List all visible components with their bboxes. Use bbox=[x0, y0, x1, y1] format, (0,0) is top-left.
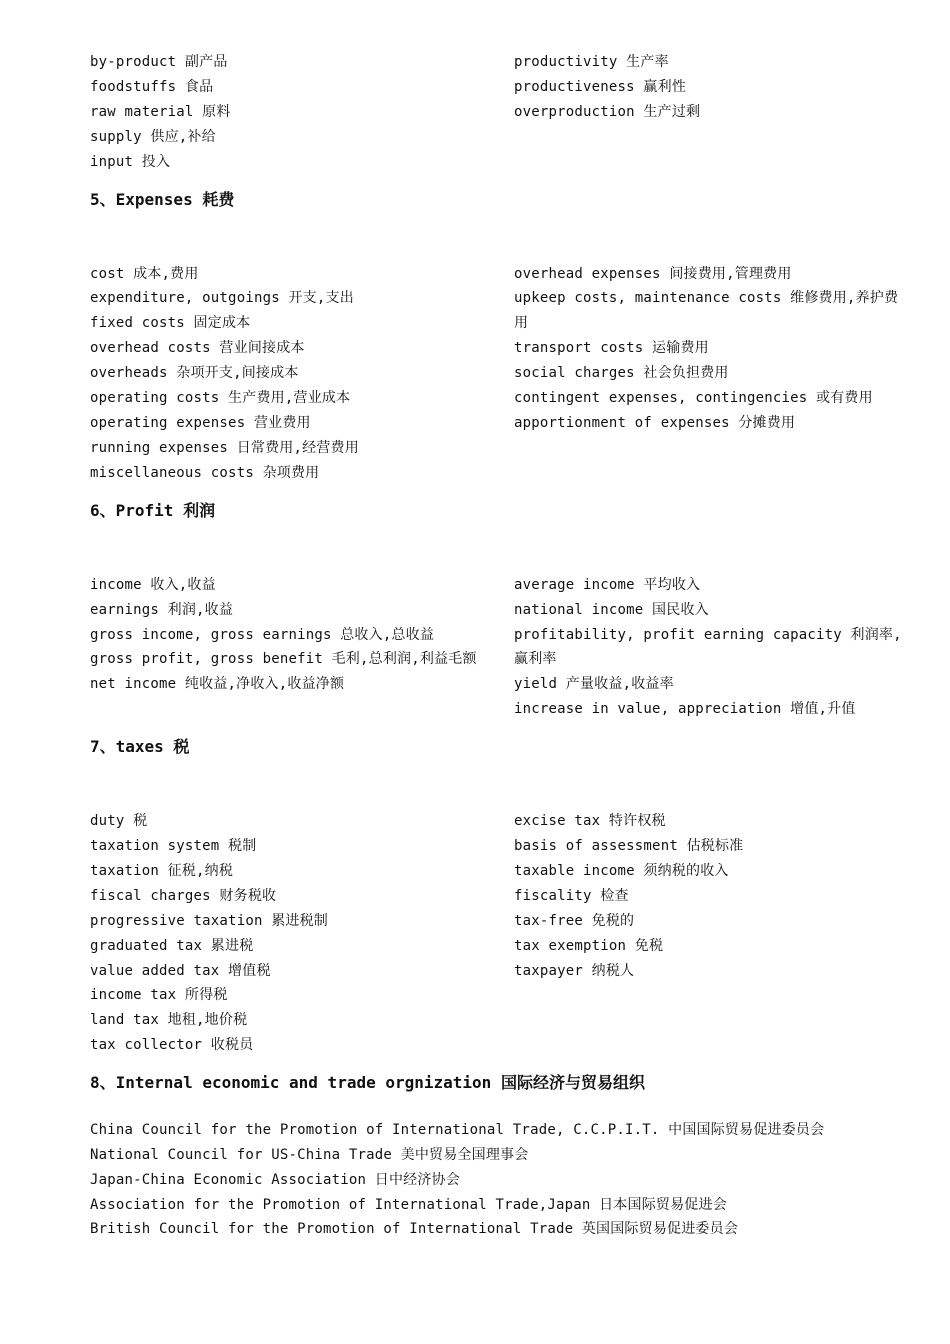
glossary-entry: income 收入,收益 bbox=[90, 576, 216, 593]
glossary-entry: average income 平均收入 bbox=[514, 576, 701, 593]
glossary-section-profit bbox=[90, 573, 910, 722]
glossary-entry: overhead expenses 间接费用,管理费用 bbox=[514, 265, 792, 282]
glossary-entry: overproduction 生产过剩 bbox=[514, 103, 701, 120]
glossary-entry: net income 纯收益,净收入,收益净额 bbox=[90, 676, 345, 693]
glossary-entry: national income 国民收入 bbox=[514, 601, 709, 618]
right-column bbox=[514, 809, 910, 983]
glossary-entry: foodstuffs 食品 bbox=[90, 78, 214, 95]
glossary-entry: gross income, gross earnings 总收入,总收益 bbox=[90, 626, 435, 643]
glossary-entry: excise tax 特许权税 bbox=[514, 813, 666, 830]
left-column bbox=[90, 573, 514, 698]
glossary-entry: fiscality 检查 bbox=[514, 887, 629, 904]
organization-list bbox=[90, 1118, 910, 1242]
list-item: Association for the Promotion of International Trade,Japan 日本国际贸易促进会 bbox=[90, 1196, 727, 1213]
glossary-section-top bbox=[90, 50, 910, 175]
document-page bbox=[90, 50, 910, 1242]
list-item: National Council for US-China Trade 美中贸易全国理事会 bbox=[90, 1146, 529, 1163]
list-item: China Council for the Promotion of International Trade, C.C.P.I.T. 中国国际贸易促进委员会 bbox=[90, 1122, 825, 1139]
right-column bbox=[514, 262, 910, 436]
glossary-entry: taxation 征税,纳税 bbox=[90, 862, 234, 879]
section-heading-organizations: 8、Internal economic and trade orgnization 国际经济与贸易组织 bbox=[90, 1073, 645, 1093]
glossary-entry: yield 产量收益,收益率 bbox=[514, 676, 674, 693]
glossary-entry: overhead costs 营业间接成本 bbox=[90, 340, 305, 357]
glossary-entry: fiscal charges 财务税收 bbox=[90, 887, 277, 904]
glossary-entry: supply 供应,补给 bbox=[90, 128, 216, 145]
glossary-entry: tax-free 免税的 bbox=[514, 912, 635, 929]
right-column bbox=[514, 573, 910, 722]
glossary-entry: expenditure, outgoings 开支,支出 bbox=[90, 290, 354, 307]
glossary-entry: running expenses 日常费用,经营费用 bbox=[90, 439, 359, 456]
glossary-entry: by-product 副产品 bbox=[90, 54, 228, 70]
glossary-entry: fixed costs 固定成本 bbox=[90, 315, 251, 332]
glossary-entry: productiveness 赢利性 bbox=[514, 78, 687, 95]
glossary-entry: land tax 地租,地价税 bbox=[90, 1012, 248, 1029]
glossary-entry: social charges 社会负担费用 bbox=[514, 365, 729, 382]
glossary-entry: tax exemption 免税 bbox=[514, 937, 664, 954]
glossary-entry: taxpayer 纳税人 bbox=[514, 962, 635, 979]
glossary-entry: operating expenses 营业费用 bbox=[90, 414, 311, 431]
glossary-entry: input 投入 bbox=[90, 153, 171, 170]
section-heading-profit: 6、Profit 利润 bbox=[90, 500, 216, 520]
glossary-entry: cost 成本,费用 bbox=[90, 265, 199, 282]
glossary-entry: taxable income 须纳税的收入 bbox=[514, 862, 729, 879]
list-item: Japan-China Economic Association 日中经济协会 bbox=[90, 1171, 460, 1188]
glossary-entry: duty 税 bbox=[90, 813, 148, 830]
glossary-entry: upkeep costs, maintenance costs 维修费用,养护费用 bbox=[514, 290, 899, 332]
glossary-entry: productivity 生产率 bbox=[514, 54, 669, 70]
glossary-entry: progressive taxation 累进税制 bbox=[90, 912, 329, 929]
glossary-section-expenses bbox=[90, 262, 910, 486]
glossary-entry: gross profit, gross benefit 毛利,总利润,利益毛额 bbox=[90, 651, 477, 668]
left-column bbox=[90, 262, 514, 486]
glossary-entry: miscellaneous costs 杂项费用 bbox=[90, 464, 320, 481]
glossary-entry: graduated tax 累进税 bbox=[90, 937, 254, 954]
glossary-entry: transport costs 运输费用 bbox=[514, 340, 709, 357]
left-column bbox=[90, 50, 514, 175]
glossary-entry: increase in value, appreciation 增值,升值 bbox=[514, 701, 856, 718]
left-column bbox=[90, 809, 514, 1058]
glossary-entry: apportionment of expenses 分摊费用 bbox=[514, 414, 796, 431]
glossary-entry: basis of assessment 估税标准 bbox=[514, 838, 744, 855]
right-column bbox=[514, 50, 910, 125]
glossary-section-taxes bbox=[90, 809, 910, 1058]
section-heading-taxes: 7、taxes 税 bbox=[90, 737, 190, 757]
glossary-entry: income tax 所得税 bbox=[90, 987, 228, 1004]
glossary-entry: profitability, profit earning capacity 利润率,赢利率 bbox=[514, 626, 902, 668]
glossary-entry: taxation system 税制 bbox=[90, 838, 257, 855]
glossary-entry: earnings 利润,收益 bbox=[90, 601, 234, 618]
glossary-entry: overheads 杂项开支,间接成本 bbox=[90, 365, 299, 382]
list-item: British Council for the Promotion of International Trade 英国国际贸易促进委员会 bbox=[90, 1221, 739, 1238]
glossary-entry: value added tax 增值税 bbox=[90, 962, 271, 979]
glossary-entry: contingent expenses, contingencies 或有费用 bbox=[514, 390, 873, 407]
glossary-entry: raw material 原料 bbox=[90, 103, 231, 120]
glossary-entry: tax collector 收税员 bbox=[90, 1037, 254, 1054]
glossary-entry: operating costs 生产费用,营业成本 bbox=[90, 390, 351, 407]
section-heading-expenses: 5、Expenses 耗费 bbox=[90, 189, 235, 209]
